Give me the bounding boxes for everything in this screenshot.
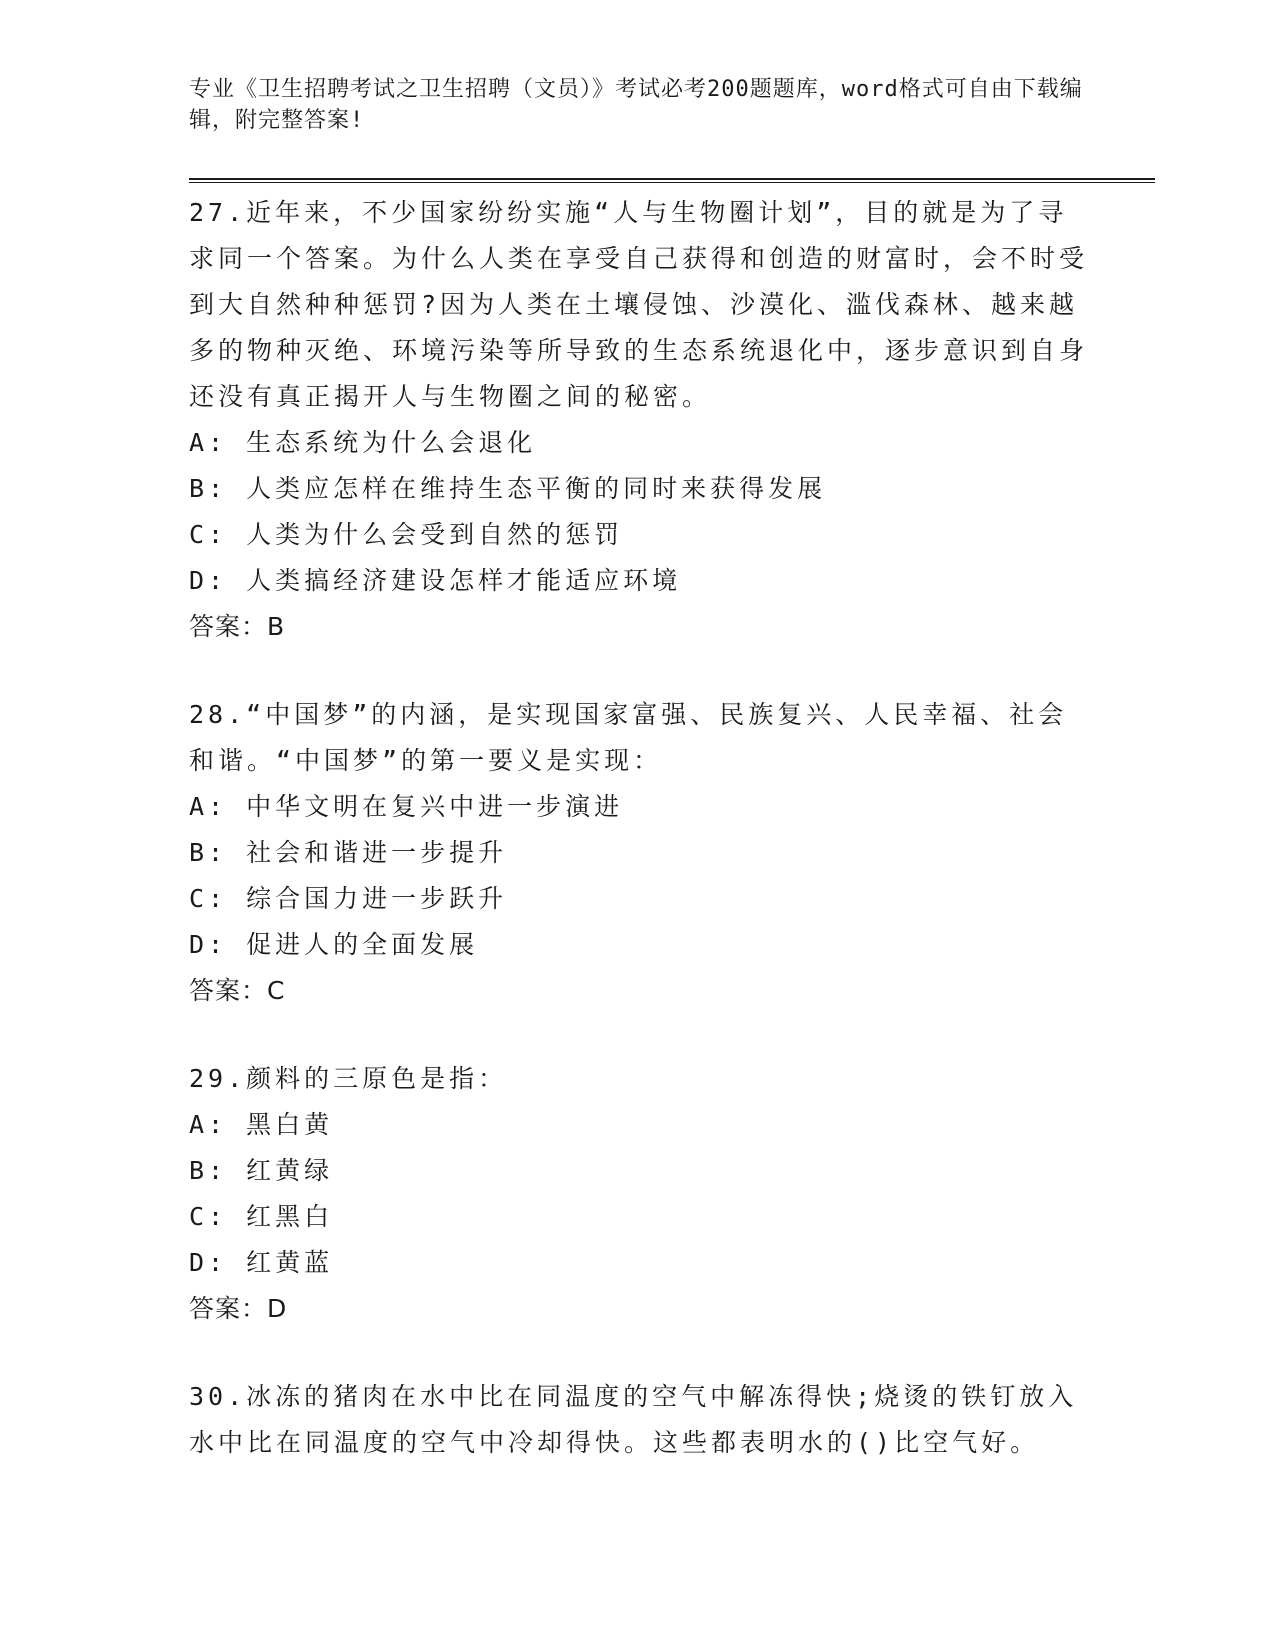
option-d: D: 红黄蓝 (189, 1248, 334, 1277)
option-b: B: 社会和谐进一步提升 (189, 838, 508, 867)
question-list (189, 190, 1089, 1508)
question-27 (189, 190, 1089, 650)
option-c: C: 综合国力进一步跃升 (189, 884, 508, 913)
option-b: B: 红黄绿 (189, 1156, 334, 1185)
option-b: B: 人类应怎样在维持生态平衡的同时来获得发展 (189, 474, 827, 503)
question-stem: 30.冰冻的猪肉在水中比在同温度的空气中解冻得快;烧烫的铁钉放入水中比在同温度的空气中冷却得快。这些都表明水的()比空气好。 (189, 1382, 1078, 1457)
question-stem: 28.“中国梦”的内涵，是实现国家富强、民族复兴、人民幸福、社会和谐。“中国梦”的第一要义是实现： (189, 700, 1068, 775)
question-28 (189, 692, 1089, 1014)
option-a: A: 生态系统为什么会退化 (189, 428, 537, 457)
question-29 (189, 1056, 1089, 1332)
page-header: 专业《卫生招聘考试之卫生招聘（文员）》考试必考200题题库，word格式可自由下载编辑，附完整答案! (189, 77, 1083, 133)
answer: 答案：C (189, 976, 286, 1005)
option-d: D: 人类搞经济建设怎样才能适应环境 (189, 566, 682, 595)
question-30 (189, 1374, 1089, 1466)
header-divider (189, 178, 1155, 183)
option-d: D: 促进人的全面发展 (189, 930, 479, 959)
option-a: A: 中华文明在复兴中进一步演进 (189, 792, 624, 821)
answer: 答案：D (189, 1294, 288, 1323)
option-c: C: 红黑白 (189, 1202, 334, 1231)
answer: 答案：B (189, 612, 286, 641)
option-c: C: 人类为什么会受到自然的惩罚 (189, 520, 624, 549)
option-a: A: 黑白黄 (189, 1110, 334, 1139)
question-stem: 27.近年来，不少国家纷纷实施“人与生物圈计划”，目的就是为了寻求同一个答案。为什么人类在享受自己获得和创造的财富时，会不时受到大自然种种惩罚?因为人类在土壤侵蚀、沙漠化、滥伐森林、越来越多的物种灭绝、环境污染等所导致的生态系统退化中，逐步意识到自身还没有真正揭开人与生物圈之间的秘密。 (189, 198, 1089, 411)
question-stem: 29.颜料的三原色是指： (189, 1064, 508, 1093)
